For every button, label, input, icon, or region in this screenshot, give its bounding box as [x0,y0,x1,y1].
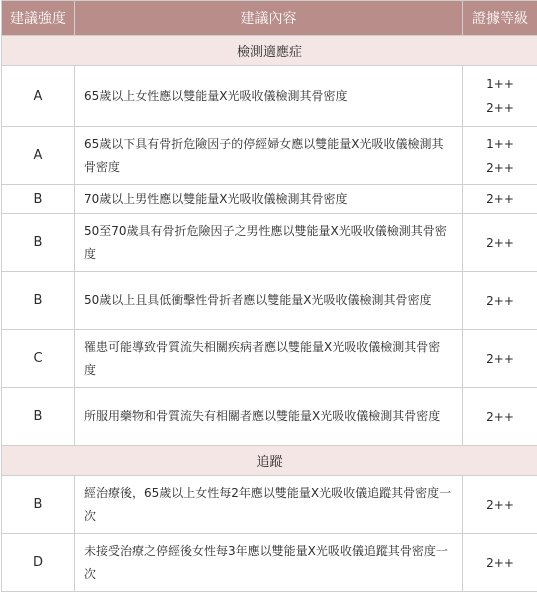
evidence-cell [463,330,537,388]
table-body [2,36,537,592]
evidence-cell [463,388,537,446]
grade-cell: B [2,185,75,214]
evidence-level: 2++ [486,192,514,206]
evidence-level: 2++ [486,235,514,250]
table-row [2,534,537,592]
grade-cell: D [2,534,75,592]
table-row [2,330,537,388]
content-cell: 65歲以上女性應以雙能量X光吸收儀檢測其骨密度 [75,66,463,127]
content-cell: 經治療後，65歲以上女性每2年應以雙能量X光吸收儀追蹤其骨密度一次 [75,476,463,534]
section-title: 檢測適應症 [2,36,537,66]
evidence-level: 2++ [486,293,514,308]
table-row [2,127,537,185]
evidence-cell [463,476,537,534]
table-row [2,388,537,446]
evidence-cell [463,185,537,214]
recommendation-table [1,0,537,592]
grade-cell: A [2,66,75,127]
evidence-level: 2++ [486,160,514,175]
content-cell: 65歲以下具有骨折危險因子的停經婦女應以雙能量X光吸收儀檢測其骨密度 [75,127,463,185]
evidence-level: 2++ [486,555,514,570]
content-cell: 未接受治療之停經後女性每3年應以雙能量X光吸收儀追蹤其骨密度一次 [75,534,463,592]
table-header [2,1,537,36]
evidence-cell [463,534,537,592]
grade-cell: B [2,272,75,330]
header-evidence: 證據等級 [463,1,537,36]
content-cell: 70歲以上男性應以雙能量X光吸收儀檢測其骨密度 [75,185,463,214]
evidence-level: 2++ [486,101,514,115]
header-row [2,1,537,36]
evidence-level: 1++ [486,136,514,151]
header-grade: 建議強度 [2,1,75,36]
grade-cell: C [2,330,75,388]
evidence-cell [463,272,537,330]
section-row [2,36,537,66]
evidence-cell [463,127,537,185]
evidence-level: 2++ [486,497,514,512]
evidence-level: 1++ [486,77,514,91]
section-title: 追蹤 [2,446,537,476]
table-row [2,66,537,127]
grade-cell: B [2,476,75,534]
table-row [2,185,537,214]
grade-cell: B [2,214,75,272]
content-cell: 50歲以上且具低衝擊性骨折者應以雙能量X光吸收儀檢測其骨密度 [75,272,463,330]
content-cell: 50至70歲具有骨折危險因子之男性應以雙能量X光吸收儀檢測其骨密度 [75,214,463,272]
content-cell: 所服用藥物和骨質流失有相關者應以雙能量X光吸收儀檢測其骨密度 [75,388,463,446]
table-row [2,272,537,330]
section-row [2,446,537,476]
content-cell: 罹患可能導致骨質流失相關疾病者應以雙能量X光吸收儀檢測其骨密度 [75,330,463,388]
grade-cell: B [2,388,75,446]
evidence-level: 2++ [486,351,514,366]
grade-cell: A [2,127,75,185]
table-row [2,214,537,272]
evidence-level: 2++ [486,409,514,424]
table-row [2,476,537,534]
evidence-cell [463,214,537,272]
header-content: 建議內容 [75,1,463,36]
evidence-cell [463,66,537,127]
